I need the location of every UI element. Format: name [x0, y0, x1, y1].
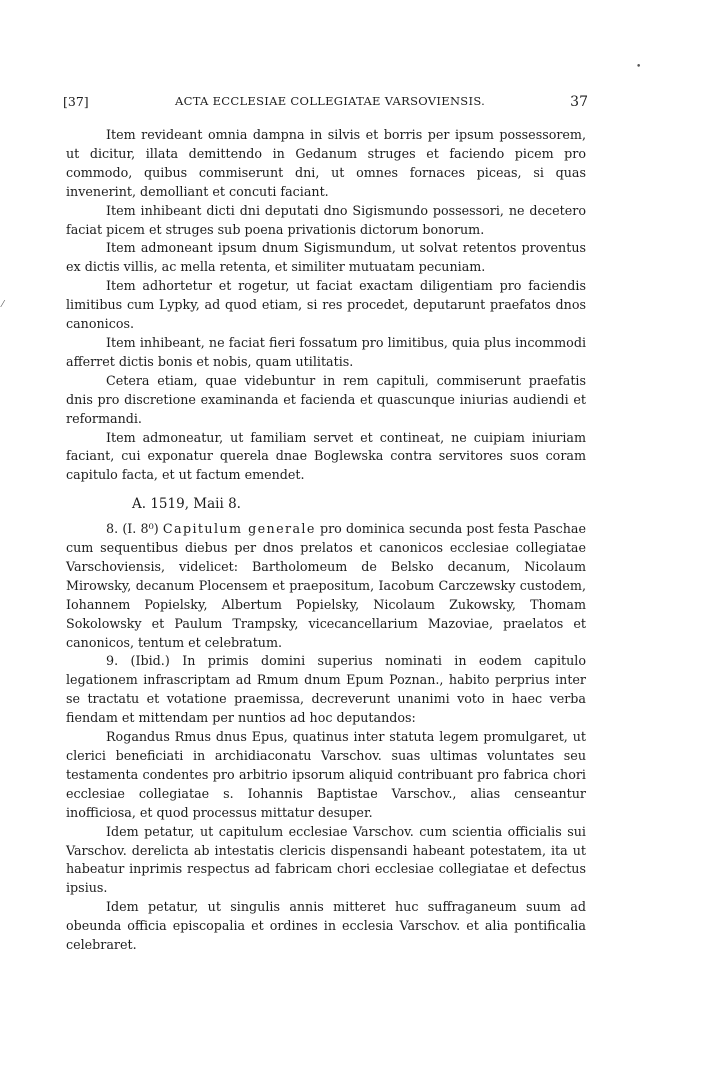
section-text: (Ibid.) In primis domini superius nominati in eodem capitulo legationem infrascriptam ad Rmum dnum Epum Poznan., habito perprius inter se tractatu et votatione praemissa, decreverunt unanimi voto in haec verba fiendam et mittendam per nuntios ad hoc deputandos: [66, 653, 586, 726]
date-heading: A. 1519, Maii 8. [132, 496, 241, 513]
section-number: 9. [106, 653, 119, 669]
spaced-heading: Capitulum generale [162, 521, 316, 537]
paragraph: Item revideant omnia dampna in silvis et borris per ipsum possessorem, ut dicitur, illata demittendo in Gedanum struges et faciendo picem pro commodo, quibus commiserunt dni, ut omnes fornaces piceas, si quas invenerint, demolliant et concuti faciant. [66, 127, 586, 199]
page-reference: [37] [63, 94, 89, 109]
paragraph: Idem petatur, ut singulis annis mitteret huc suffraganeum suum ad obeunda officia episcopalia et ordines in ecclesia Varschov. et alia pontificalia celebraret. [66, 899, 586, 953]
paragraph: Cetera etiam, quae videbuntur in rem capituli, commiserunt praefatis dnis pro discretione examinanda et facienda et quascunque iniurias audiendi et reformandi. [66, 372, 586, 426]
page-number: 37 [570, 94, 588, 110]
paragraph: Item adhortetur et rogetur, ut faciat exactam diligentiam pro faciendis limitibus cum Lypky, ad quod etiam, si res procedet, deputarunt praefatos dnos canonicos. [66, 278, 586, 332]
stray-mark: • [636, 62, 642, 72]
section-number: 8. [106, 521, 119, 537]
running-title: ACTA ECCLESIAE COLLEGIATAE VARSOVIENSIS. [175, 94, 486, 108]
running-header [63, 94, 588, 112]
body-text [66, 126, 586, 955]
paragraph: Idem petatur, ut capitulum ecclesiae Varschov. cum scientia officialis sui Varschov. derelicta ab intestatis clericis dispensandi habeant potestatem, ita ut habeatur inprimis respectus ad fabricam chori ecclesiae collegiatae et defectus ipsius. [66, 823, 586, 896]
section-9 [66, 652, 586, 728]
paragraph: Rogandus Rmus dnus Epus, quatinus inter statuta legem promulgaret, ut clerici beneficiati in archidiaconatu Varschov. suas ultimas voluntates seu testamenta condentes pro arbitrio ipsorum aliquid contribuant pro fabrica chori ecclesiae collegiatae s. Iohannis Baptistae Varschov., alias censeantur inofficiosa, et quod processus mittatur desuper. [66, 729, 586, 820]
paragraph: Item admoneant ipsum dnum Sigismundum, ut solvat retentos proventus ex dictis villis, ac mella retenta, et similiter mutuatam pecuniam. [66, 240, 586, 275]
paragraph: Item admoneatur, ut familiam servet et contineat, ne cuipiam iniuriam faciant, cui exponatur querela dnae Boglewska contra servitores suos coram capitulo facta, et ut factum emendet. [66, 429, 586, 483]
section-text: pro dominica secunda post festa Paschae cum sequentibus diebus per dnos prelatos et canonicos ecclesiae collegiatae Varschoviensis, videlicet: Bartholomeum de Belsko decanum, Nicolaum Mirowsky, decanum Plocensem et praepositum, Iacobum Carczewsky custodem, Iohannem Popielsky, Albertum Popielsky, Nicolaum Zukowsky, Thomam Sokolowsky et Paulum Trampsky, vicecancellarium Mazoviae, praelatos et canonicos, tentum et celebratum. [66, 521, 586, 650]
paragraph: Item inhibeant, ne faciat fieri fossatum pro limitibus, quia plus incommodi afferret dictis bonis et nobis, quam utilitatis. [66, 334, 586, 369]
paragraph: Item inhibeant dicti dni deputati dno Sigismundo possessori, ne decetero faciat picem et struges sub poena privationis dictorum bonorum. [66, 202, 586, 237]
margin-tick: ⁄ [2, 300, 4, 310]
section-reference: (I. 8⁰) [122, 521, 159, 537]
section-8 [66, 520, 586, 652]
